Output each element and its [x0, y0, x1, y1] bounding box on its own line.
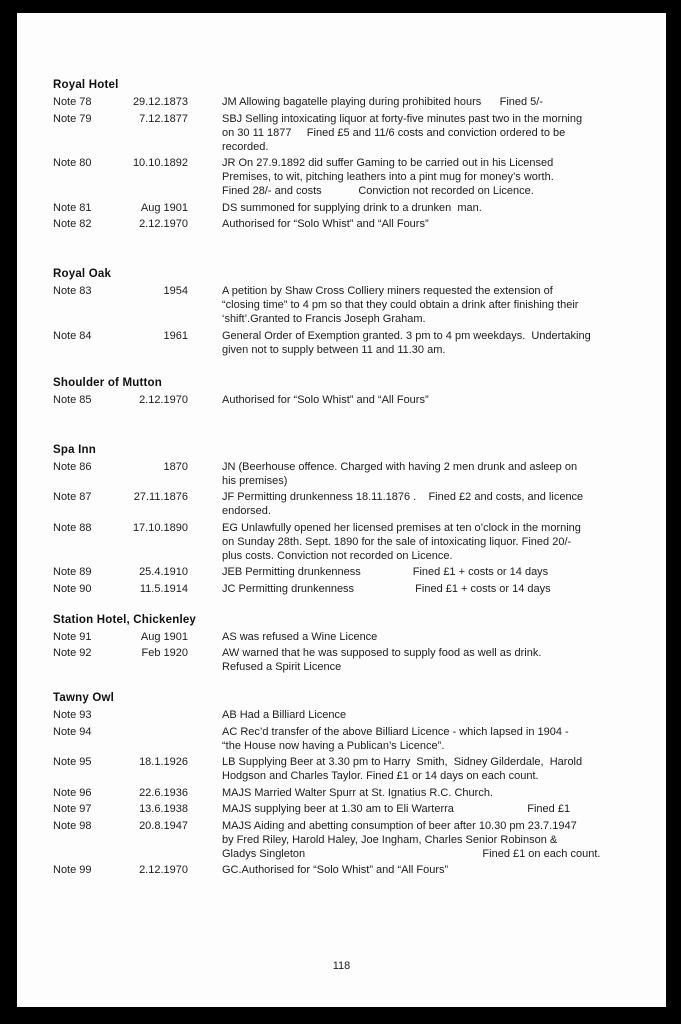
note-line: AC Rec’d transfer of the above Billiard Licence - which lapsed in 1904 -	[222, 725, 569, 738]
note-label: Note 86	[53, 460, 92, 473]
note-date: 29.12.1873	[132, 96, 188, 108]
note-line: Fined 28/- and costs Conviction not recorded on Licence.	[222, 185, 534, 197]
note-row	[53, 708, 650, 722]
note-row	[53, 755, 650, 783]
note-label: Note 93	[53, 709, 92, 721]
note-date: 2.12.1970	[139, 393, 188, 406]
note-line: by Fred Riley, Harold Haley, Joe Ingham, Charles Senior Robinson &	[222, 833, 558, 846]
note-description	[188, 646, 650, 674]
note-line: JM Allowing bagatelle playing during prohibited hours Fined 5/-	[222, 96, 544, 108]
section-title: Spa Inn	[53, 443, 96, 456]
note-line: MAJS Aiding and abetting consumption of beer after 10.30 pm 23.7.1947	[222, 819, 577, 832]
pub-section	[53, 443, 650, 596]
note-description	[188, 565, 650, 579]
note-date: 17.10.1890	[132, 521, 188, 534]
note-line: A petition by Shaw Cross Colliery miners requested the extension of	[222, 285, 553, 297]
note-date: Aug 1901	[140, 630, 188, 643]
note-label: Note 83	[53, 285, 92, 297]
note-line: plus costs. Conviction not recorded on Licence.	[222, 549, 453, 562]
note-date: 2.12.1970	[139, 864, 188, 876]
note-date: 1870	[163, 460, 188, 473]
note-line: AW warned that he was supposed to supply food as well as drink.	[222, 647, 542, 659]
section-title: Royal Hotel	[53, 79, 119, 91]
pub-section	[53, 267, 650, 357]
note-line: Authorised for “Solo Whist” and “All Fours”	[222, 218, 429, 230]
note-line: given not to supply between 11 and 11.30 am.	[222, 343, 446, 356]
note-description	[188, 521, 650, 563]
note-date: 20.8.1947	[139, 819, 188, 832]
note-row	[53, 725, 650, 753]
note-date: 1961	[163, 329, 188, 342]
note-line: JF Permitting drunkenness 18.11.1876 . Fined £2 and costs, and licence	[222, 491, 584, 503]
note-description	[188, 863, 650, 877]
note-label: Note 96	[53, 786, 92, 799]
note-description	[188, 630, 650, 644]
note-line: JEB Permitting drunkenness Fined £1 + costs or 14 days	[222, 566, 549, 578]
note-description	[188, 460, 650, 488]
note-date: Aug 1901	[140, 201, 188, 214]
note-date: 27.11.1876	[133, 491, 188, 503]
note-row	[53, 284, 650, 326]
note-description	[188, 786, 650, 800]
note-label: Note 89	[53, 566, 92, 578]
note-label: Note 90	[53, 582, 92, 595]
note-date: 2.12.1970	[139, 218, 188, 230]
section-title: Tawny Owl	[53, 692, 115, 704]
section-title: Station Hotel, Chickenley	[53, 613, 197, 626]
note-line: Authorised for “Solo Whist” and “All Fours”	[222, 393, 429, 406]
note-label: Note 87	[53, 491, 92, 503]
note-line: on Sunday 28th. Sept. 1890 for the sale of intoxicating liquor. Fined 20/-	[222, 535, 572, 548]
pub-section	[53, 376, 650, 407]
note-line: “closing time” to 4 pm so that they could obtain a drink after finishing their	[222, 299, 579, 311]
note-description	[188, 201, 650, 215]
note-row	[53, 863, 650, 877]
note-date: 10.10.1892	[132, 157, 188, 169]
note-line: AB Had a Billiard Licence	[222, 709, 347, 721]
note-line: Refused a Spirit Licence	[222, 661, 342, 673]
note-line: Premises, to wit, pitching leathers into a pint mug for money’s worth.	[222, 171, 554, 183]
note-row	[53, 156, 650, 198]
note-row	[53, 393, 650, 407]
note-label: Note 97	[53, 803, 92, 815]
note-date: 25.4.1910	[139, 566, 188, 578]
page-number: 118	[332, 960, 351, 972]
note-row	[53, 630, 650, 644]
note-row	[53, 112, 650, 154]
note-row	[53, 217, 650, 231]
note-date: 7.12.1877	[139, 112, 188, 125]
note-row	[53, 490, 650, 518]
note-label: Note 98	[53, 819, 92, 832]
note-row	[53, 329, 650, 357]
note-description	[188, 284, 650, 326]
note-line: on 30 11 1877 Fined £5 and 11/6 costs and conviction ordered to be	[222, 126, 566, 139]
note-description	[188, 725, 650, 753]
note-line: Hodgson and Charles Taylor. Fined £1 or 14 days on each count.	[222, 770, 539, 782]
note-row	[53, 521, 650, 563]
note-description	[188, 393, 650, 407]
pub-section	[53, 691, 650, 877]
note-row	[53, 819, 650, 861]
note-description	[188, 708, 650, 722]
notes-list	[17, 13, 666, 877]
note-line: JN (Beerhouse offence. Charged with having 2 men drunk and asleep on	[222, 460, 578, 473]
note-date: Feb 1920	[141, 647, 188, 659]
note-row	[53, 802, 650, 816]
note-label: Note 99	[53, 864, 92, 876]
note-date: 22.6.1936	[139, 786, 188, 799]
note-line: General Order of Exemption granted. 3 pm to 4 pm weekdays. Undertaking	[222, 329, 591, 342]
note-line: his premises)	[222, 474, 288, 487]
note-line: Gladys Singleton Fined £1 on each count.	[222, 847, 601, 860]
note-line: GC.Authorised for “Solo Whist” and “All Fours”	[222, 864, 449, 876]
note-line: AS was refused a Wine Licence	[222, 630, 378, 643]
note-line: ‘shift’.Granted to Francis Joseph Graham.	[222, 313, 426, 325]
note-date: 13.6.1938	[139, 803, 188, 815]
note-label: Note 85	[53, 393, 92, 406]
note-label: Note 94	[53, 725, 92, 738]
note-row	[53, 786, 650, 800]
note-label: Note 95	[53, 756, 92, 768]
note-description	[188, 755, 650, 783]
pub-section	[53, 613, 650, 675]
note-label: Note 78	[53, 96, 92, 108]
note-row	[53, 565, 650, 579]
note-line: MAJS Married Walter Spurr at St. Ignatius R.C. Church.	[222, 786, 494, 799]
note-line: JC Permitting drunkenness Fined £1 + costs or 14 days	[222, 582, 551, 595]
note-line: DS summoned for supplying drink to a drunken man.	[222, 201, 482, 214]
note-row	[53, 201, 650, 215]
pub-section	[53, 78, 650, 231]
section-title: Shoulder of Mutton	[53, 376, 162, 389]
note-description	[188, 156, 650, 198]
note-description	[188, 329, 650, 357]
note-label: Note 80	[53, 157, 92, 169]
note-description	[188, 112, 650, 154]
note-line: MAJS supplying beer at 1.30 am to Eli Warterra Fined £1	[222, 803, 571, 815]
note-line: recorded.	[222, 140, 269, 153]
note-date: 1954	[163, 285, 188, 297]
note-date: 18.1.1926	[139, 756, 188, 768]
note-description	[188, 802, 650, 816]
note-label: Note 82	[53, 218, 92, 230]
note-line: “the House now having a Publican’s Licence”.	[222, 739, 445, 752]
note-line: LB Supplying Beer at 3.30 pm to Harry Smith, Sidney Gilderdale, Harold	[222, 756, 583, 768]
note-label: Note 81	[53, 201, 92, 214]
document-page	[17, 13, 666, 1007]
note-label: Note 91	[53, 630, 92, 643]
note-row	[53, 582, 650, 596]
note-row	[53, 646, 650, 674]
note-row	[53, 460, 650, 488]
note-label: Note 92	[53, 647, 92, 659]
note-line: EG Unlawfully opened her licensed premises at ten o’clock in the morning	[222, 521, 581, 534]
note-description	[188, 582, 650, 596]
note-description	[188, 95, 650, 109]
note-description	[188, 490, 650, 518]
section-title: Royal Oak	[53, 268, 112, 280]
note-row	[53, 95, 650, 109]
note-label: Note 84	[53, 329, 92, 342]
note-description	[188, 217, 650, 231]
note-line: JR On 27.9.1892 did suffer Gaming to be carried out in his Licensed	[222, 157, 554, 169]
note-label: Note 88	[53, 521, 92, 534]
note-date: 11.5.1914	[139, 582, 188, 595]
note-line: SBJ Selling intoxicating liquor at forty-five minutes past two in the morning	[222, 112, 583, 125]
note-label: Note 79	[53, 112, 92, 125]
note-description	[188, 819, 650, 861]
note-line: endorsed.	[222, 505, 271, 517]
